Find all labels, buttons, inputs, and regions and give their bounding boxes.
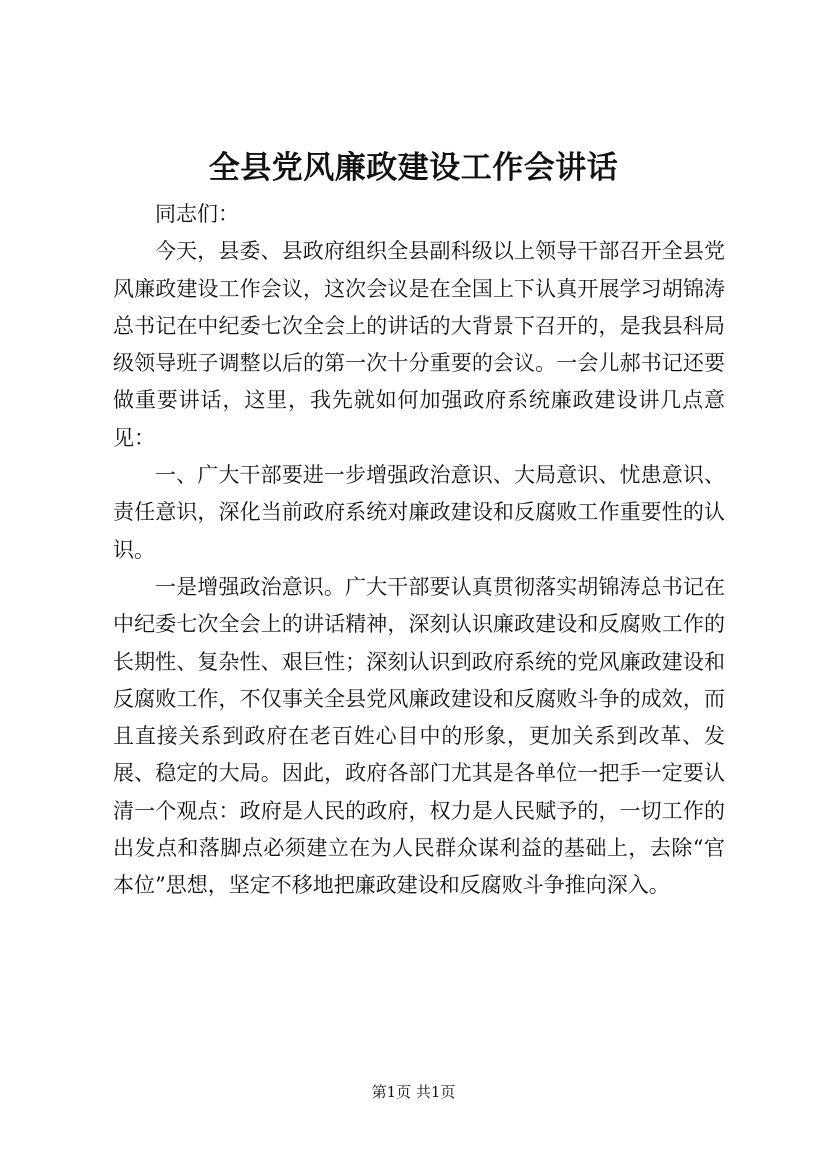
paragraph-political-awareness: 一是增强政治意识。广大干部要认真贯彻落实胡锦涛总书记在中纪委七次全会上的讲话精神，深刻认识廉政建设和反腐败工作的长期性、复杂性、艰巨性；深刻认识到政府系统的党风廉政建设和反腐败工作，不仅事关全县党风廉政建设和反腐败斗争的成效，而且直接关系到政府在老百姓心目中的形象，更加关系到改革、发展、稳定的大局。因此，政府各部门尤其是各单位一把手一定要认清一个观点：政府是人民的政府，权力是人民赋予的，一切工作的出发点和落脚点必须建立在为人民群众谋利益的基础上，去除“官本位”思想，坚定不移地把廉政建设和反腐败斗争推向深入。 xyxy=(113,574,725,898)
paragraph-opening: 今天，县委、县政府组织全县副科级以上领导干部召开全县党风廉政建设工作会议，这次会议是在全国上下认真开展学习胡锦涛总书记在中纪委七次全会上的讲话的大背景下召开的，是我县科局级领导班子调整以后的第一次十分重要的会议。一会儿郝书记还要做重要讲话，这里，我先就如何加强政府系统廉政建设讲几点意见： xyxy=(113,239,725,450)
document-title: 全县党风廉政建设工作会讲话 xyxy=(208,150,619,186)
paragraph-section-one-heading: 一、广大干部要进一步增强政治意识、大局意识、忧患意识、责任意识，深化当前政府系统对廉政建设和反腐败工作重要性的认识。 xyxy=(113,463,725,562)
page-footer: 第1页 共1页 xyxy=(371,1083,456,1101)
salutation: 同志们： xyxy=(155,202,239,226)
document-body xyxy=(113,196,725,905)
